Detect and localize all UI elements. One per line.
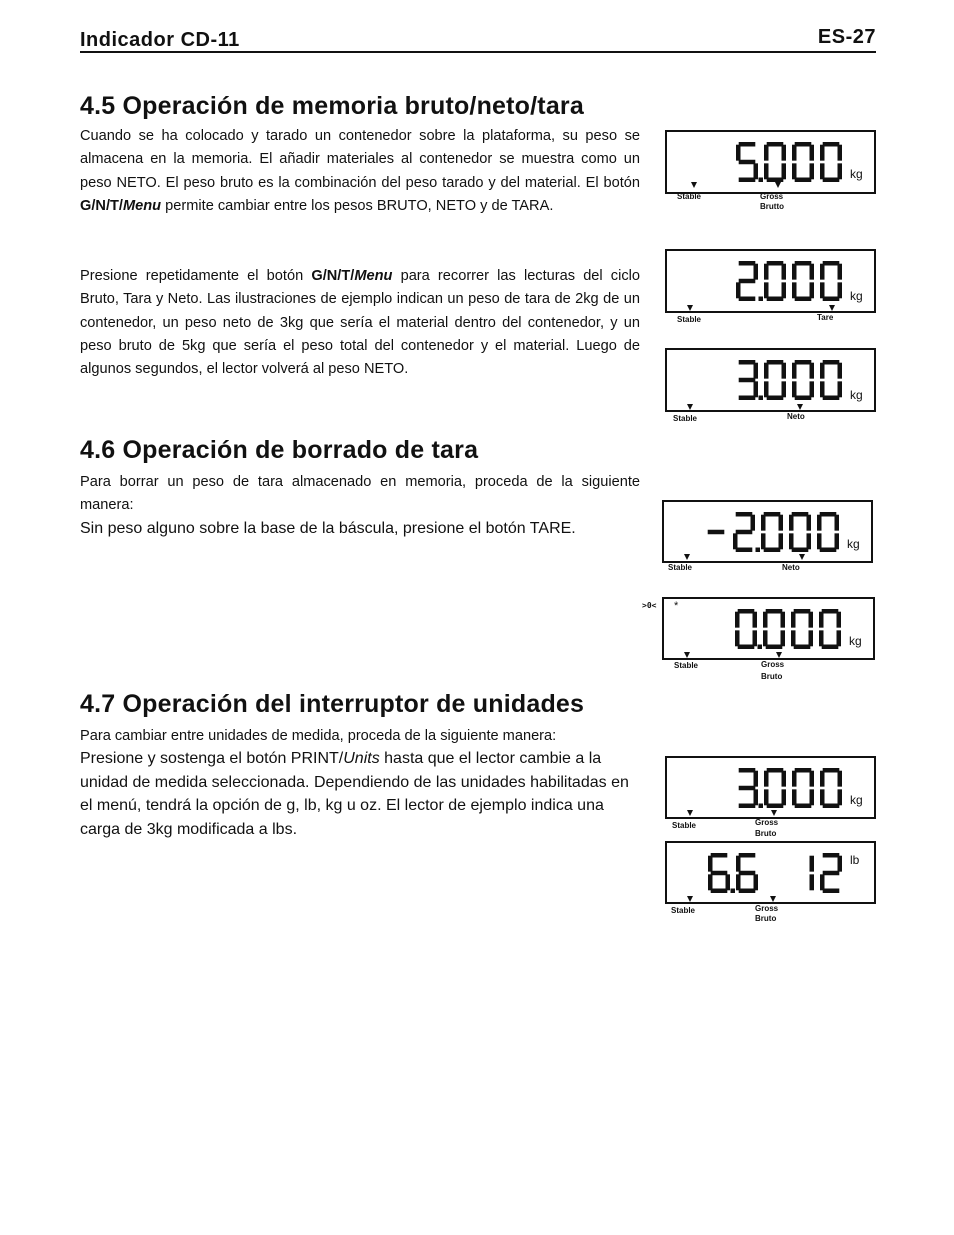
segment-d xyxy=(739,297,756,302)
segment-f xyxy=(764,771,769,787)
segment-d xyxy=(766,645,783,650)
decimal-point xyxy=(758,645,763,650)
segment-a xyxy=(739,142,756,147)
segment-b xyxy=(782,145,787,161)
segment-b xyxy=(835,515,840,531)
segment-f xyxy=(735,612,740,628)
segment-g xyxy=(739,160,756,165)
lcd-digits xyxy=(664,502,875,565)
indicator-arrow-icon xyxy=(691,182,697,188)
segment-e xyxy=(764,381,769,397)
unit-label: kg xyxy=(850,793,863,807)
segment-b xyxy=(754,771,759,787)
segment-g xyxy=(739,279,756,284)
segment-g xyxy=(823,871,840,876)
segment-b xyxy=(838,264,843,280)
segment-c xyxy=(837,630,842,646)
lcd-annotation-label: Stable xyxy=(677,192,702,201)
segment-b xyxy=(810,264,815,280)
segment-d xyxy=(795,804,812,809)
segment-d xyxy=(822,645,839,650)
segment-f xyxy=(820,363,825,379)
section-4-7-paragraph-1: Para cambiar entre unidades de medida, proceda de la siguiente manera: xyxy=(80,728,557,744)
segment-f xyxy=(736,856,741,872)
segment-a xyxy=(823,142,840,147)
segment-c xyxy=(781,630,786,646)
segment-d xyxy=(739,396,756,401)
segment-f xyxy=(763,612,768,628)
segment-a xyxy=(739,360,756,365)
segment-b xyxy=(837,612,842,628)
segment-a xyxy=(823,853,840,858)
segment-a xyxy=(767,261,784,266)
segment-b xyxy=(810,145,815,161)
indicator-arrow-icon xyxy=(799,554,805,560)
segment-c xyxy=(807,533,812,549)
segment-c xyxy=(754,874,759,890)
segment-b xyxy=(810,771,815,787)
segment-d xyxy=(823,804,840,809)
unit-label: kg xyxy=(850,289,863,303)
segment-f xyxy=(764,264,769,280)
segment-e xyxy=(820,282,825,298)
unit-label: kg xyxy=(850,388,863,402)
segment-g xyxy=(739,786,756,791)
lcd-display-7 xyxy=(665,841,876,904)
indicator-arrow-icon xyxy=(687,305,693,311)
segment-e xyxy=(761,533,766,549)
segment-g xyxy=(711,871,728,876)
segment-a xyxy=(795,261,812,266)
segment-e xyxy=(764,789,769,805)
segment-f xyxy=(820,145,825,161)
segment-b xyxy=(838,771,843,787)
unit-label: kg xyxy=(850,167,863,181)
segment-c xyxy=(809,630,814,646)
indicator-arrow-icon xyxy=(829,305,835,311)
segment-d xyxy=(738,645,755,650)
segment-f xyxy=(820,771,825,787)
segment-b xyxy=(838,363,843,379)
segment-d xyxy=(739,889,756,894)
indicator-arrow-icon xyxy=(687,896,693,902)
segment-c xyxy=(838,282,843,298)
lcd-digits xyxy=(667,251,878,315)
segment-d xyxy=(823,396,840,401)
segment-c xyxy=(754,789,759,805)
segment-b xyxy=(838,145,843,161)
segment-d xyxy=(820,548,837,553)
unit-label: kg xyxy=(849,634,862,648)
segment-d xyxy=(795,297,812,302)
decimal-point xyxy=(759,396,764,401)
segment-c xyxy=(782,163,787,179)
segment-a xyxy=(711,853,728,858)
lcd-annotation-label: Stable xyxy=(672,821,697,830)
segment-d xyxy=(823,297,840,302)
segment-e xyxy=(817,533,822,549)
segment-b xyxy=(782,264,787,280)
segment-e xyxy=(733,533,738,549)
section-4-5-paragraph-2: Presione repetidamente el botón G/N/T/Menu para recorrer las lecturas del ciclo Bruto, Tara y Neto. Las ilustraciones de ejemplo indican un peso de tara de 2kg de un contenedor, un peso neto de 3kg que sería el material dentro del contenedor, y un peso bruto de 5kg que sería el peso total del contenedor y el material. Luego de algunos segundos, el lector volverá al peso NETO. xyxy=(80,268,640,378)
lcd-annotation-label: Stable xyxy=(674,661,699,670)
segment-a xyxy=(823,768,840,773)
segment-c xyxy=(838,789,843,805)
segment-d xyxy=(711,889,728,894)
segment-b xyxy=(809,612,814,628)
lcd-annotation-label: Stable xyxy=(673,414,698,423)
header-title: Indicador CD-11 xyxy=(80,29,240,51)
segment-c xyxy=(754,163,759,179)
segment-f xyxy=(817,515,822,531)
segment-c xyxy=(838,163,843,179)
indicator-arrow-icon xyxy=(771,810,777,816)
segment-f xyxy=(789,515,794,531)
segment-e xyxy=(819,630,824,646)
segment-a xyxy=(767,768,784,773)
section-4-6-paragraph-1: Para borrar un peso de tara almacenado en memoria, proceda de la siguiente manera: xyxy=(80,474,640,514)
segment-c xyxy=(810,163,815,179)
segment-f xyxy=(792,145,797,161)
lcd-display-5 xyxy=(662,597,875,660)
segment-e xyxy=(736,874,741,890)
segment-b xyxy=(782,363,787,379)
decimal-point xyxy=(731,889,736,894)
segment-e xyxy=(820,874,825,890)
segment-d xyxy=(823,889,840,894)
indicator-arrow-icon xyxy=(687,810,693,816)
segment-d xyxy=(764,548,781,553)
lcd-annotation-label: Gross xyxy=(755,818,779,827)
segment-b xyxy=(810,363,815,379)
indicator-arrow-icon xyxy=(775,182,781,188)
segment-d xyxy=(794,645,811,650)
segment-g xyxy=(736,530,753,535)
segment-f xyxy=(708,856,713,872)
lcd-annotation-label: Neto xyxy=(787,412,805,421)
segment-a xyxy=(739,768,756,773)
segment-e xyxy=(789,533,794,549)
segment-c xyxy=(726,874,731,890)
segment-a xyxy=(794,609,811,614)
page-number: ES-27 xyxy=(817,26,876,48)
segment-a xyxy=(795,768,812,773)
lcd-display-6 xyxy=(665,756,876,819)
segment-c xyxy=(810,381,815,397)
lcd-annotation-label: Gross xyxy=(755,904,779,913)
segment-c xyxy=(810,789,815,805)
indicator-arrow-icon xyxy=(770,896,776,902)
segment-e xyxy=(792,381,797,397)
indicator-arrow-icon xyxy=(776,652,782,658)
segment-d xyxy=(795,178,812,183)
segment-a xyxy=(795,360,812,365)
indicator-arrow-icon xyxy=(684,652,690,658)
indicator-arrow-icon xyxy=(684,554,690,560)
segment-c xyxy=(810,282,815,298)
segment-a xyxy=(822,609,839,614)
segment-e xyxy=(735,630,740,646)
decimal-point xyxy=(759,178,764,183)
segment-e xyxy=(791,630,796,646)
segment-a xyxy=(795,142,812,147)
segment-b xyxy=(810,856,815,872)
asterisk-indicator: * xyxy=(674,600,679,612)
segment-b xyxy=(781,612,786,628)
segment-f xyxy=(761,515,766,531)
indicator-arrow-icon xyxy=(797,404,803,410)
segment-e xyxy=(764,282,769,298)
segment-e xyxy=(763,630,768,646)
segment-f xyxy=(764,363,769,379)
segment-d xyxy=(739,804,756,809)
segment-a xyxy=(738,609,755,614)
segment-d xyxy=(739,178,756,183)
lcd-annotation-label: Tare xyxy=(817,313,834,322)
segment-e xyxy=(820,381,825,397)
section-4-5-paragraph-1: Cuando se ha colocado y tarado un contenedor sobre la plataforma, su peso se almacena en la memoria. El añadir materiales al contenedor se muestra como un peso NETO. El peso bruto es la combinación del peso tarado y del material. El botón G/N/T/Menu permite cambiar entre los pesos BRUTO, NETO y de TARA. xyxy=(80,128,640,214)
lcd-annotation-label: Gross xyxy=(761,660,785,669)
segment-g xyxy=(739,871,756,876)
segment-b xyxy=(807,515,812,531)
lcd-display-4 xyxy=(662,500,873,563)
section-title-4-6: 4.6 Operación de borrado de tara xyxy=(80,436,479,464)
segment-d xyxy=(823,178,840,183)
segment-f xyxy=(791,612,796,628)
segment-b xyxy=(754,363,759,379)
segment-a xyxy=(739,261,756,266)
segment-d xyxy=(792,548,809,553)
segment-e xyxy=(792,282,797,298)
lcd-annotation-label: Stable xyxy=(668,563,693,572)
segment-c xyxy=(838,381,843,397)
segment-f xyxy=(736,145,741,161)
segment-g xyxy=(708,530,725,535)
segment-c xyxy=(782,789,787,805)
lcd-digits xyxy=(667,132,878,196)
lcd-digits xyxy=(664,599,877,662)
lcd-annotation-label: Stable xyxy=(677,315,702,324)
segment-b xyxy=(779,515,784,531)
lcd-display-2 xyxy=(665,249,876,313)
segment-f xyxy=(819,612,824,628)
decimal-point xyxy=(756,548,761,553)
segment-e xyxy=(764,163,769,179)
segment-a xyxy=(766,609,783,614)
segment-a xyxy=(767,360,784,365)
segment-a xyxy=(823,360,840,365)
segment-d xyxy=(767,396,784,401)
segment-a xyxy=(736,512,753,517)
section-4-6-paragraph-2: Sin peso alguno sobre la base de la báscula, presione el botón TARE. xyxy=(80,520,576,537)
segment-a xyxy=(767,142,784,147)
segment-c xyxy=(835,533,840,549)
segment-a xyxy=(764,512,781,517)
header-rule xyxy=(80,51,876,53)
segment-a xyxy=(739,853,756,858)
lcd-display-1 xyxy=(665,130,876,194)
segment-d xyxy=(736,548,753,553)
segment-d xyxy=(795,396,812,401)
segment-c xyxy=(753,630,758,646)
lcd-annotation-label: Bruto xyxy=(755,914,777,923)
segment-b xyxy=(754,264,759,280)
segment-d xyxy=(767,804,784,809)
segment-c xyxy=(810,874,815,890)
decimal-point xyxy=(759,804,764,809)
segment-e xyxy=(708,874,713,890)
segment-b xyxy=(838,856,843,872)
segment-a xyxy=(823,261,840,266)
indicator-arrow-icon xyxy=(687,404,693,410)
segment-e xyxy=(820,163,825,179)
lcd-annotation-label: Bruto xyxy=(755,829,777,838)
segment-f xyxy=(792,771,797,787)
section-title-4-7: 4.7 Operación del interruptor de unidades xyxy=(80,690,585,718)
lcd-digits xyxy=(667,350,878,414)
segment-e xyxy=(792,163,797,179)
segment-f xyxy=(792,264,797,280)
segment-a xyxy=(820,512,837,517)
lcd-annotation-label: Neto xyxy=(782,563,800,572)
segment-c xyxy=(754,381,759,397)
segment-e xyxy=(820,789,825,805)
lcd-annotation-label: Brutto xyxy=(760,202,784,211)
segment-f xyxy=(792,363,797,379)
segment-c xyxy=(779,533,784,549)
segment-b xyxy=(782,771,787,787)
segment-f xyxy=(820,264,825,280)
segment-d xyxy=(767,297,784,302)
segment-c xyxy=(782,282,787,298)
segment-a xyxy=(792,512,809,517)
section-4-7-paragraph-2: Presione y sostenga el botón PRINT/Units hasta que el lector cambie a la unidad de medida seleccionada. Dependiendo de las unidades habilitadas en el menú, tendrá la opción de g, lb, kg u oz. El lector de ejemplo indica una carga de 3kg modificada a lbs. xyxy=(80,750,629,838)
lcd-annotation-label: Stable xyxy=(671,906,696,915)
zero-indicator: >0< xyxy=(642,601,657,610)
segment-g xyxy=(739,378,756,383)
segment-e xyxy=(736,282,741,298)
segment-c xyxy=(782,381,787,397)
unit-label: lb xyxy=(850,853,860,867)
decimal-point xyxy=(759,297,764,302)
section-title-4-5: 4.5 Operación de memoria bruto/neto/tara xyxy=(80,92,584,120)
segment-e xyxy=(792,789,797,805)
segment-b xyxy=(751,515,756,531)
segment-b xyxy=(753,612,758,628)
lcd-annotation-label: Bruto xyxy=(761,672,783,681)
unit-label: kg xyxy=(847,537,860,551)
segment-f xyxy=(764,145,769,161)
lcd-annotation-label: Gross xyxy=(760,192,784,201)
lcd-display-3 xyxy=(665,348,876,412)
